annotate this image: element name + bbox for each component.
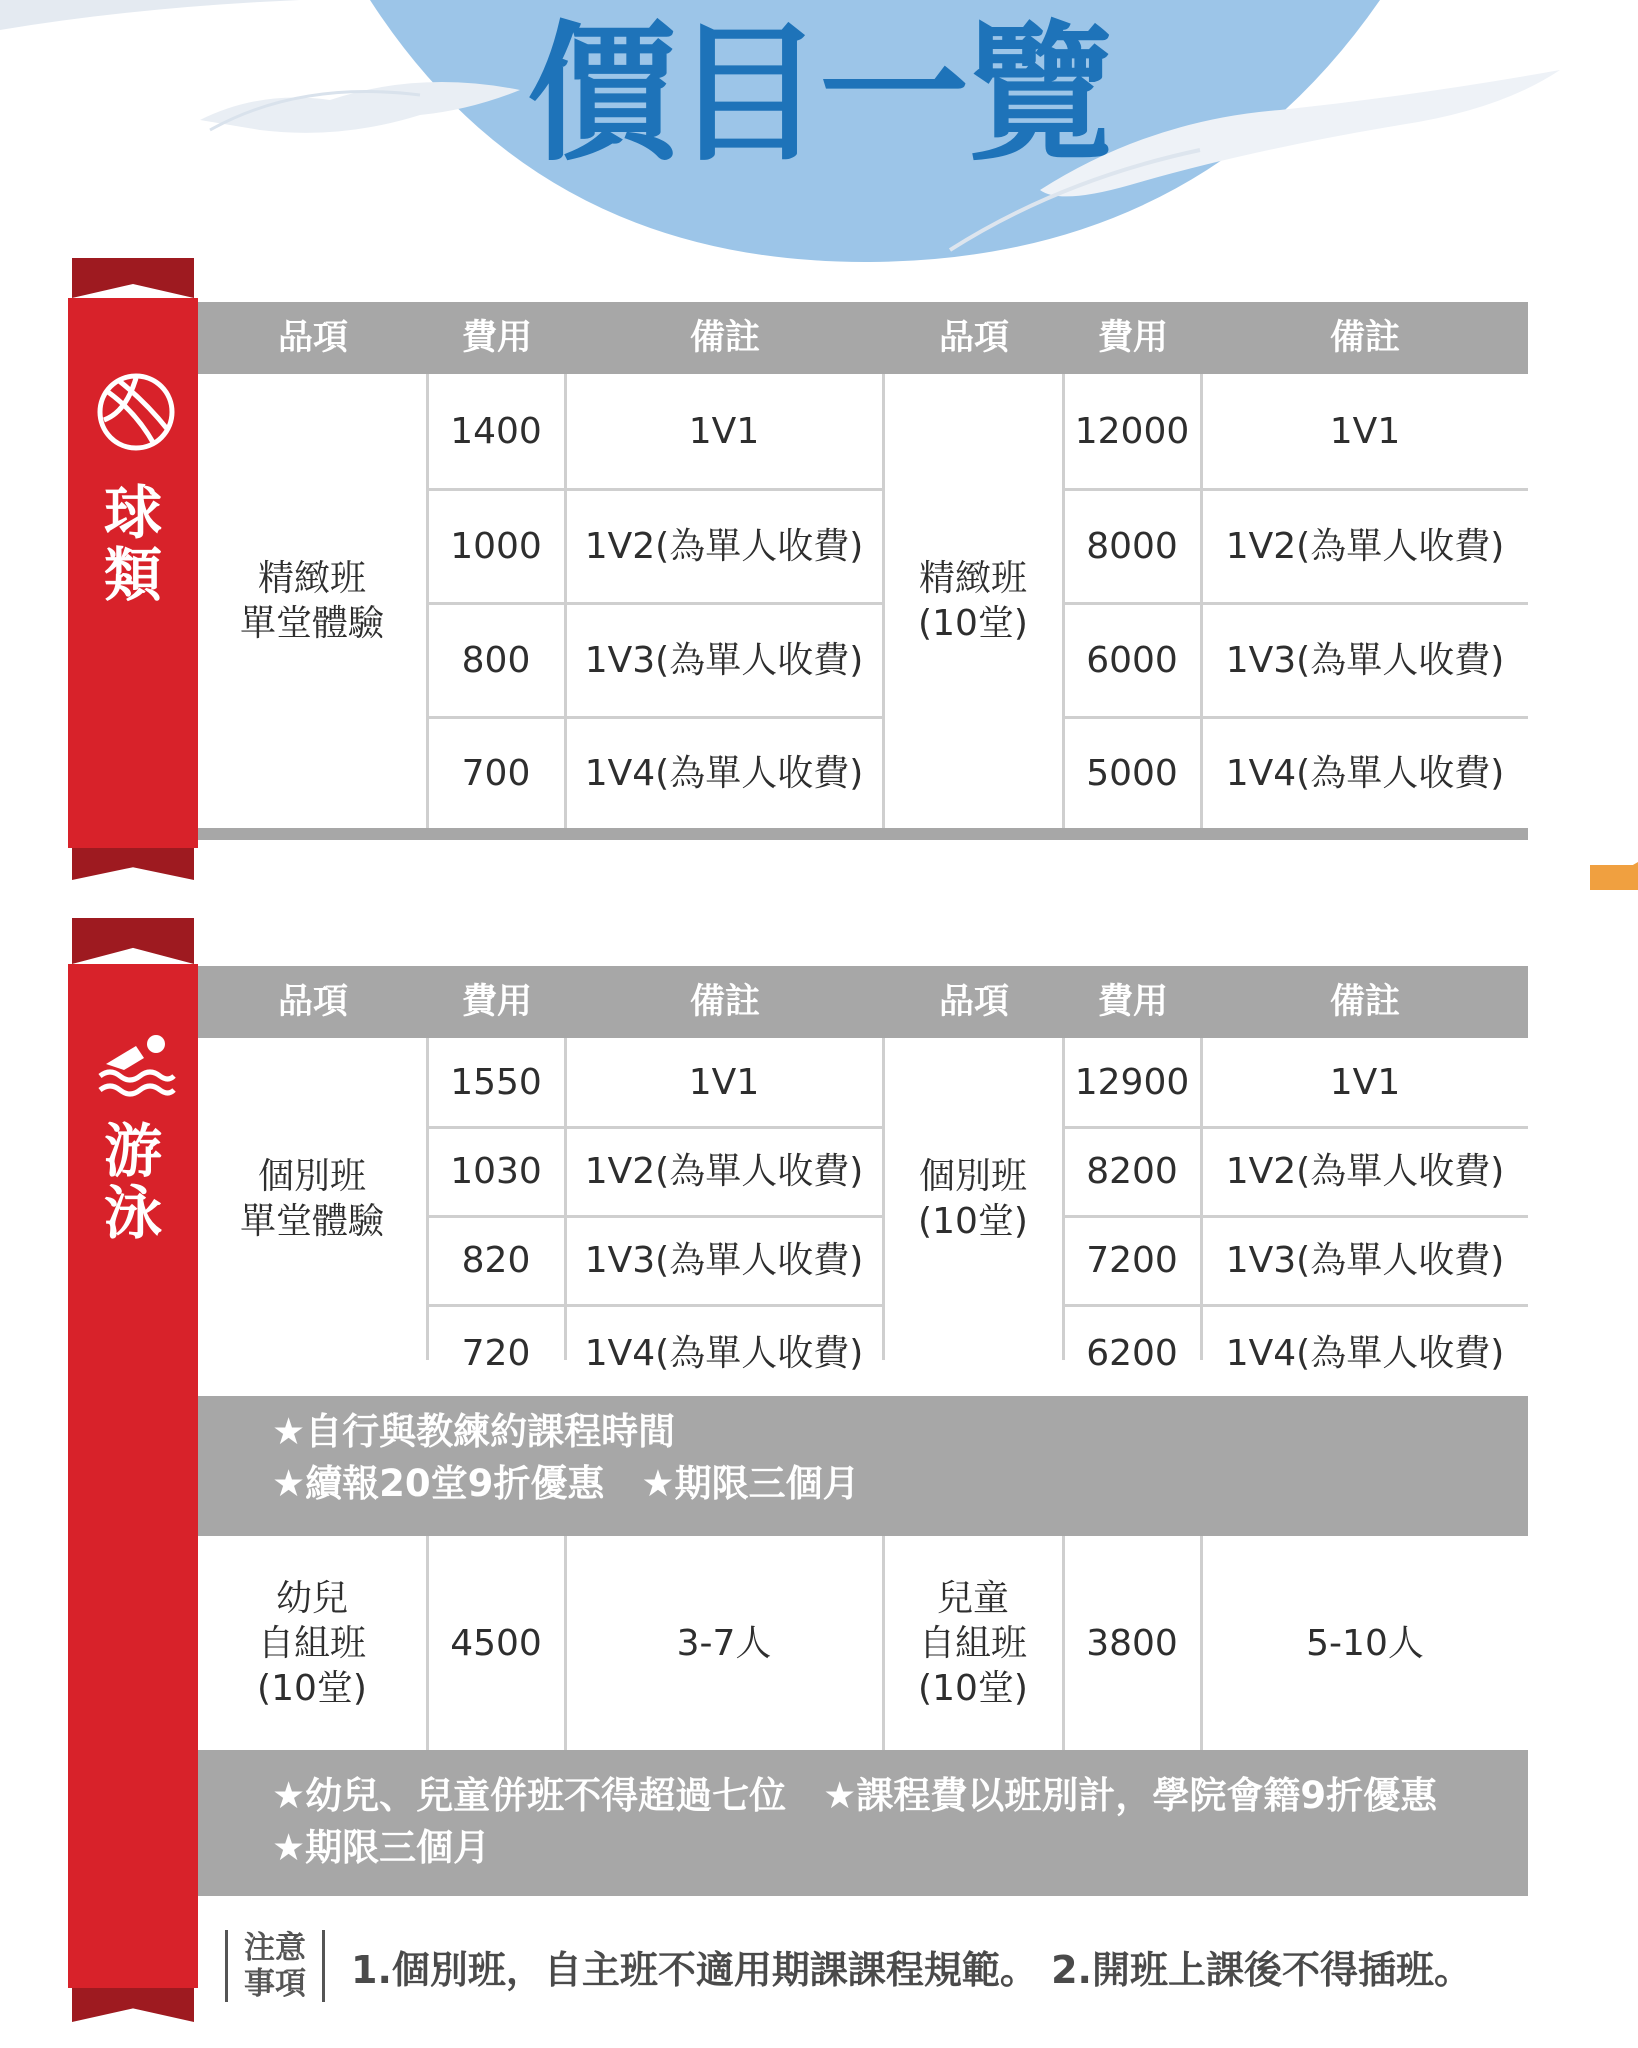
note-line: ★續報20堂9折優惠 ★期限三個月: [272, 1462, 860, 1505]
swimmer-icon: [96, 1030, 176, 1100]
notice-text: 1.個別班，自主班不適用期課課程規範。 2.開班上課後不得插班。: [351, 1947, 1472, 1992]
notice-tag: 注意 事項: [225, 1930, 325, 2002]
fee-cell: 8000: [1086, 525, 1178, 567]
item-cell: 精緻班 單堂體驗: [239, 558, 384, 644]
note-cell: 1V4(為單人收費): [584, 752, 864, 794]
note-cell: 1V3(為單人收費): [584, 1240, 864, 1281]
swim-notes-band: [198, 1750, 1528, 1896]
swim-notes-band: [198, 1396, 1528, 1536]
ball-table-header: [198, 302, 1528, 374]
note-line: ★自行與教練約課程時間: [272, 1410, 676, 1453]
note-cell: 1V2(為單人收費): [1225, 1151, 1505, 1192]
header-fee: 費用: [461, 982, 532, 1022]
header-item: 品項: [277, 318, 348, 358]
item-cell: 個別班 單堂體驗: [239, 1156, 384, 1242]
note-cell: 1V3(為單人收費): [1225, 639, 1505, 681]
note-cell: 1V2(為單人收費): [584, 1151, 864, 1192]
header-item: 品項: [938, 318, 1009, 358]
ball-price-table: [198, 302, 1528, 840]
note-cell: 1V2(為單人收費): [584, 525, 864, 567]
swim-category-label: [68, 1117, 198, 1247]
swim-category-text: 游泳: [103, 1117, 162, 1247]
fee-cell: 1030: [450, 1151, 542, 1192]
fee-cell: 6000: [1086, 639, 1178, 681]
note-cell: 1V3(為單人收費): [1225, 1240, 1505, 1281]
header-item: 品項: [277, 982, 348, 1022]
note-cell: 1V1: [1329, 1061, 1401, 1103]
header-item: 品項: [938, 982, 1009, 1022]
note-line: ★幼兒、兒童併班不得超過七位 ★課程費以班別計，學院會籍9折優惠: [272, 1774, 1438, 1817]
fee-cell: 700: [461, 752, 531, 794]
header-note: 備註: [1329, 982, 1400, 1022]
group-item-cell: 幼兒 自組班 (10堂): [257, 1577, 367, 1709]
fee-cell: 6200: [1086, 1332, 1178, 1374]
basketball-icon: [96, 372, 176, 452]
note-cell: 1V4(為單人收費): [584, 1332, 864, 1374]
ball-category-text: 球類: [103, 479, 162, 609]
note-cell: 1V4(為單人收費): [1225, 1332, 1505, 1374]
fee-cell: 1000: [450, 525, 542, 567]
fee-cell: 12000: [1074, 410, 1190, 452]
page-title: 價目一覽: [526, 8, 1111, 182]
header-fee: 費用: [461, 318, 532, 358]
table-bottom-bar: [198, 828, 1528, 840]
fee-cell: 1400: [450, 410, 542, 452]
footer-notice: [225, 1928, 1472, 2004]
swim-price-table: [198, 966, 1528, 1896]
group-item-cell: 兒童 自組班 (10堂): [918, 1577, 1028, 1709]
header-note: 備註: [689, 982, 760, 1022]
note-cell: 1V1: [688, 410, 760, 452]
header-fee: 費用: [1097, 318, 1168, 358]
header-fee: 費用: [1097, 982, 1168, 1022]
item-cell: 個別班 (10堂): [918, 1156, 1028, 1242]
fee-cell: 7200: [1086, 1240, 1178, 1281]
swim-table-header: [198, 966, 1528, 1038]
group-note-cell: 5-10人: [1306, 1622, 1424, 1664]
note-cell: 1V3(為單人收費): [584, 639, 864, 681]
ball-category-label: [68, 479, 198, 609]
note-line: ★期限三個月: [272, 1826, 491, 1869]
fee-cell: 720: [461, 1332, 531, 1374]
note-cell: 1V4(為單人收費): [1225, 752, 1505, 794]
header-note: 備註: [689, 318, 760, 358]
item-cell: 精緻班 (10堂): [918, 558, 1028, 644]
note-cell: 1V1: [1329, 410, 1401, 452]
note-cell: 1V1: [688, 1061, 760, 1103]
note-cell: 1V2(為單人收費): [1225, 525, 1505, 567]
header-note: 備註: [1329, 318, 1400, 358]
fee-cell: 8200: [1086, 1151, 1178, 1192]
group-note-cell: 3-7人: [676, 1622, 772, 1664]
fee-cell: 1550: [450, 1061, 542, 1103]
group-fee-cell: 3800: [1086, 1622, 1178, 1664]
fee-cell: 12900: [1074, 1061, 1190, 1103]
fee-cell: 800: [461, 639, 531, 681]
fee-cell: 5000: [1086, 752, 1178, 794]
group-fee-cell: 4500: [450, 1622, 542, 1664]
fee-cell: 820: [461, 1240, 531, 1281]
